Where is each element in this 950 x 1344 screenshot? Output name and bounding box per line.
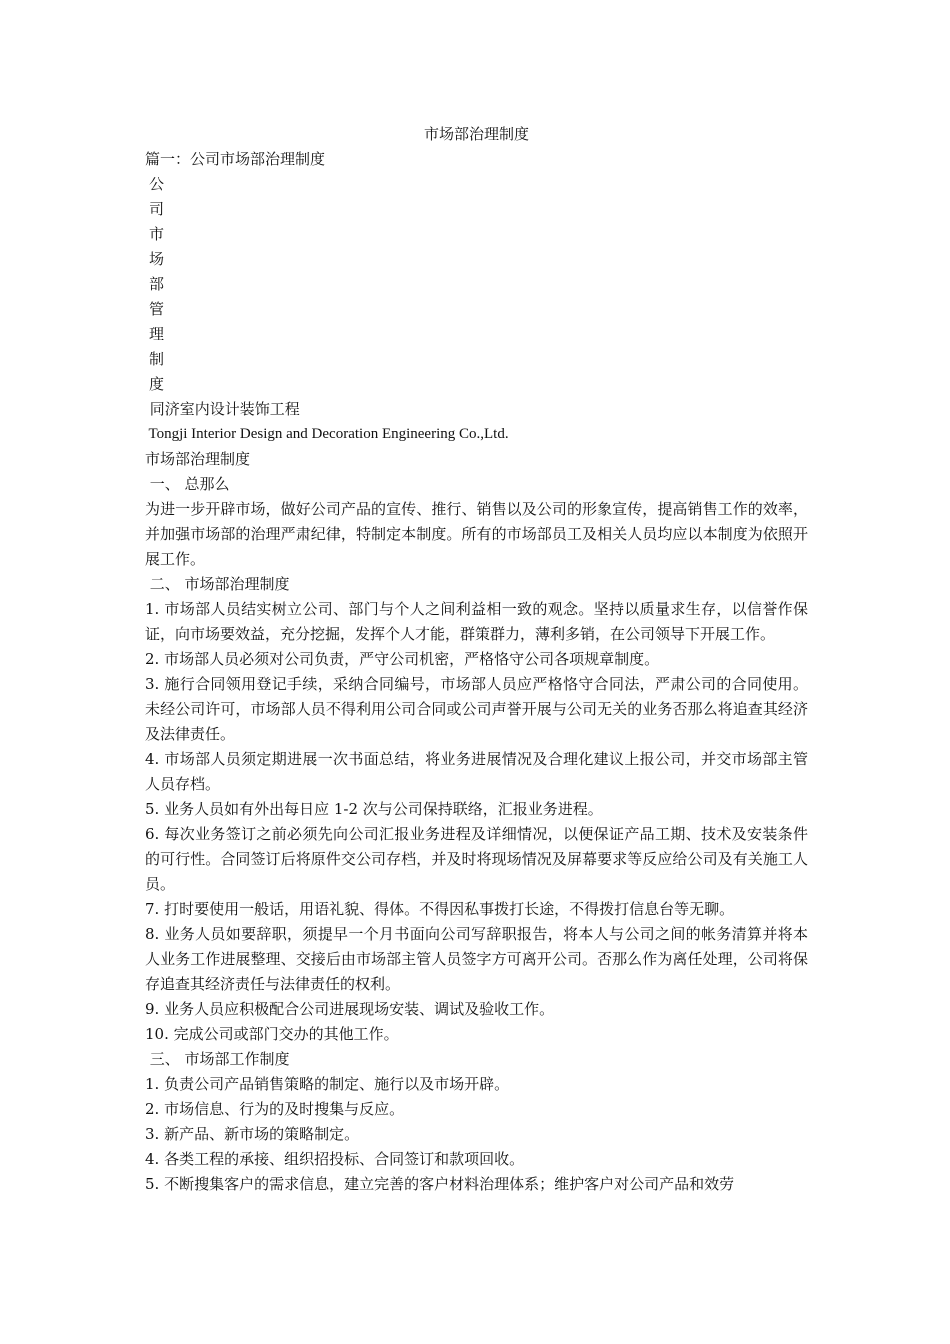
rule-item: 9. 业务人员应积极配合公司进展现场安装、调试及验收工作。 <box>145 1000 555 1018</box>
duty-item: 3. 新产品、新市场的策略制定。 <box>145 1125 360 1143</box>
vertical-char: 制 <box>149 350 165 368</box>
vertical-char: 市 <box>149 225 165 243</box>
vertical-heading <box>145 172 808 397</box>
vertical-char: 场 <box>149 250 165 268</box>
company-name-cn: 同济室内设计装饰工程 <box>145 400 300 418</box>
duty-item: 2. 市场信息、行为的及时搜集与反应。 <box>145 1100 405 1118</box>
vertical-char: 管 <box>149 300 165 318</box>
heading-general: 一、 总那么 <box>145 475 230 493</box>
vertical-char: 理 <box>149 325 165 343</box>
rule-item: 10. 完成公司或部门交办的其他工作。 <box>145 1025 399 1043</box>
heading-work-rules: 三、 市场部工作制度 <box>145 1050 290 1068</box>
duty-item: 4. 各类工程的承接、组织招投标、合同签订和款项回收。 <box>145 1150 525 1168</box>
document-title: 市场部治理制度 <box>423 125 529 143</box>
rule-item: 7. 打时要使用一般话，用语礼貌、得体。不得因私事拨打长途，不得拨打信息台等无聊。 <box>145 900 735 918</box>
section-title: 市场部治理制度 <box>145 450 251 468</box>
company-name-en: Tongji Interior Design and Decoration Engineering Co.,Ltd. <box>145 426 509 442</box>
rule-item: 1. 市场部人员结实树立公司、部门与个人之间利益相一致的观念。坚持以质量求生存，以信誉作保证，向市场要效益，充分挖掘，发挥个人才能，群策群力，薄利多销，在公司领导下开展工作。 <box>145 600 808 643</box>
vertical-char: 度 <box>149 375 165 393</box>
document-page <box>145 122 808 1197</box>
duty-item: 1. 负责公司产品销售策略的制定、施行以及市场开辟。 <box>145 1075 510 1093</box>
rule-item: 8. 业务人员如要辞职，须提早一个月书面向公司写辞职报告，将本人与公司之间的帐务清算并将本人业务工作进展整理、交接后由市场部主管人员签字方可离开公司。否那么作为离任处理，公司将保存追查其经济责任与法律责任的权利。 <box>145 925 808 993</box>
vertical-char: 部 <box>149 275 165 293</box>
heading-management-rules: 二、 市场部治理制度 <box>145 575 290 593</box>
vertical-char: 司 <box>149 200 165 218</box>
intro-paragraph: 为进一步开辟市场，做好公司产品的宣传、推行、销售以及公司的形象宣传，提高销售工作的效率，并加强市场部的治理严肃纪律，特制定本制度。所有的市场部员工及相关人员均应以本制度为依照开展工作。 <box>145 500 808 568</box>
vertical-char: 公 <box>149 175 165 193</box>
rule-item: 5. 业务人员如有外出每日应 1-2 次与公司保持联络，汇报业务进程。 <box>145 800 603 818</box>
rule-item: 4. 市场部人员须定期进展一次书面总结，将业务进展情况及合理化建议上报公司，并交市场部主管人员存档。 <box>145 750 808 793</box>
rule-item: 2. 市场部人员必须对公司负责，严守公司机密，严格恪守公司各项规章制度。 <box>145 650 660 668</box>
rule-item: 3. 施行合同领用登记手续，采纳合同编号，市场部人员应严格恪守合同法，严肃公司的合同使用。未经公司许可，市场部人员不得利用公司合同或公司声誉开展与公司无关的业务否那么将追查其经济及法律责任。 <box>145 675 808 743</box>
duty-item: 5. 不断搜集客户的需求信息，建立完善的客户材料治理体系；维护客户对公司产品和效劳 <box>145 1175 735 1193</box>
rule-item: 6. 每次业务签订之前必须先向公司汇报业务进程及详细情况，以便保证产品工期、技术及安装条件的可行性。合同签订后将原件交公司存档，并及时将现场情况及屏幕要求等反应给公司及有关施工人员。 <box>145 825 808 893</box>
subtitle: 篇一：公司市场部治理制度 <box>145 150 326 168</box>
